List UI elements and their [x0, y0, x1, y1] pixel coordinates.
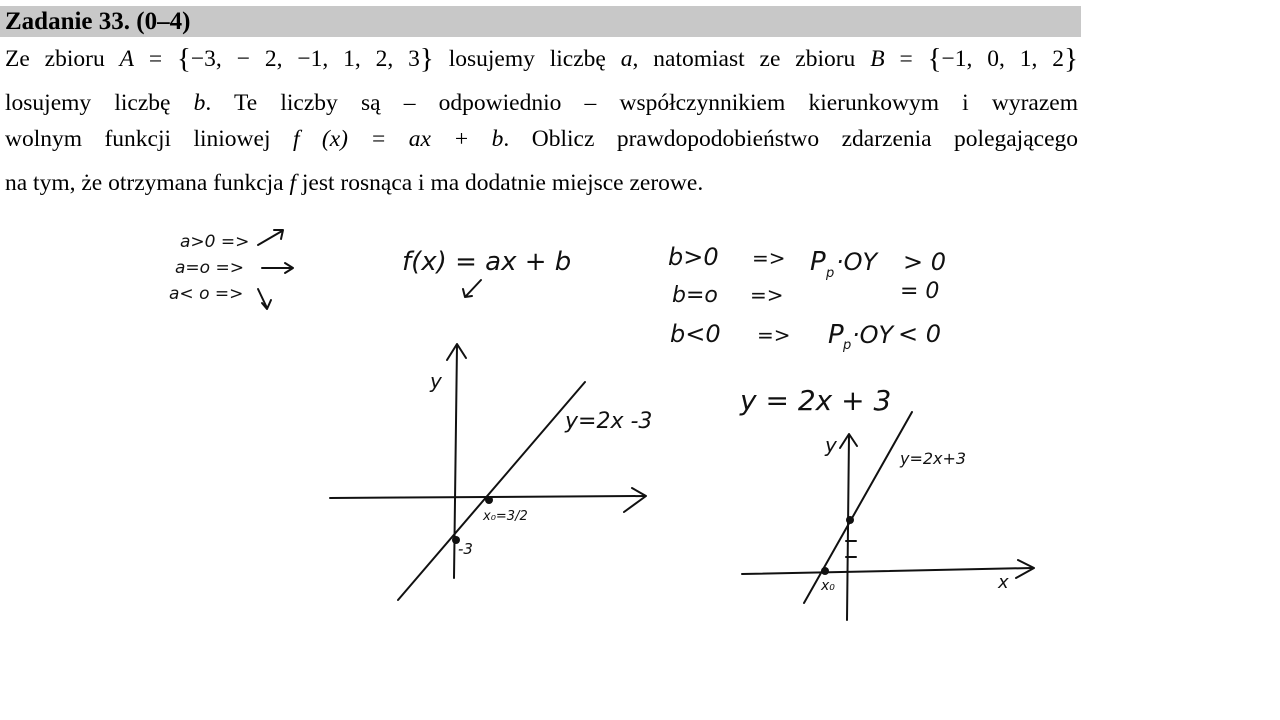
- note-cmp-positive: > 0: [903, 248, 947, 276]
- note-function: f(x) = ax + b: [402, 247, 572, 277]
- zero-point-label: x₀=3/2: [483, 509, 528, 524]
- note-cmp-zero: = 0: [900, 279, 940, 304]
- text-fragment: losujemy liczbę: [5, 90, 171, 116]
- set-b-elements: −1, 0, 1, 2: [941, 46, 1065, 72]
- note-equation-example: y = 2x + 3: [740, 384, 892, 417]
- arrow-up-right-icon: [258, 230, 283, 245]
- note-oy: ·OY: [836, 248, 878, 276]
- note-point-oy: P: [810, 247, 826, 277]
- x-axis-arrow-icon: [624, 488, 646, 512]
- note-implies: =>: [750, 283, 784, 307]
- zero-point-label: x₀: [821, 578, 835, 594]
- text-fragment: Ze zbioru: [5, 46, 105, 72]
- y-axis-label: y: [430, 369, 442, 393]
- left-brace: {: [177, 43, 191, 75]
- text-fragment: . Oblicz prawdopodobieństwo zdarzenia polegającego: [503, 126, 1078, 152]
- note-b-zero: b=o: [672, 283, 718, 308]
- left-brace: {: [927, 43, 942, 75]
- task-title: Zadanie 33. (0–4): [5, 8, 191, 35]
- function-expression: f (x) = ax + b: [292, 126, 504, 152]
- line-label: y=2x -3: [565, 409, 653, 434]
- function-line: [398, 382, 585, 600]
- note-a-negative: a< o =>: [169, 284, 244, 304]
- equals-sign: =: [133, 46, 177, 72]
- set-a-elements: −3, − 2, −1, 1, 2, 3: [190, 46, 420, 72]
- zero-point-marker: [821, 567, 829, 575]
- x-axis-line: [742, 568, 1032, 574]
- note-implies: =>: [757, 323, 791, 347]
- var-a: a: [620, 46, 633, 72]
- text-fragment: losujemy liczbę: [448, 46, 606, 72]
- y-axis-label: y: [825, 433, 837, 457]
- zero-point-marker: [485, 496, 493, 504]
- pointer-arrow-icon: [463, 280, 481, 297]
- note-point-oy: P: [828, 320, 844, 350]
- y-intercept-marker: [846, 516, 854, 524]
- graph-right: [742, 412, 1034, 620]
- arrow-down-icon: [258, 289, 271, 309]
- text-fragment: na tym, że otrzymana funkcja: [5, 170, 284, 196]
- set-b-name: B: [870, 46, 885, 72]
- text-fragment: , natomiast ze zbioru: [632, 46, 856, 72]
- text-fragment: jest rosnąca i ma dodatnie miejsce zerowe.: [301, 170, 704, 196]
- note-a-zero: a=o =>: [175, 258, 244, 278]
- function-line: [804, 412, 912, 603]
- note-b-negative: b<0: [670, 320, 721, 348]
- text-fragment: . Te liczby są – odpowiednio – współczynnikiem kierunkowym i wyrazem: [205, 90, 1078, 116]
- var-f: f: [289, 170, 297, 196]
- right-brace: }: [419, 43, 434, 75]
- note-a-positive: a>0 =>: [180, 232, 250, 252]
- right-brace: }: [1064, 43, 1078, 75]
- note-implies: =>: [752, 246, 786, 270]
- arrow-right-icon: [262, 263, 293, 273]
- set-a-name: A: [119, 46, 134, 72]
- var-b: b: [193, 90, 206, 116]
- note-b-positive: b>0: [668, 243, 719, 271]
- note-cmp-negative: < 0: [898, 320, 942, 348]
- equals-sign: =: [884, 46, 928, 72]
- note-oy: ·OY: [852, 321, 894, 349]
- graph-left: [330, 344, 652, 600]
- line-label: y=2x+3: [900, 449, 967, 468]
- x-axis-label: x: [998, 572, 1009, 593]
- note-point-sub: p: [826, 266, 835, 281]
- note-point-sub: p: [843, 338, 852, 353]
- text-fragment: wolnym funkcji liniowej: [5, 126, 271, 152]
- intercept-label: -3: [458, 540, 473, 558]
